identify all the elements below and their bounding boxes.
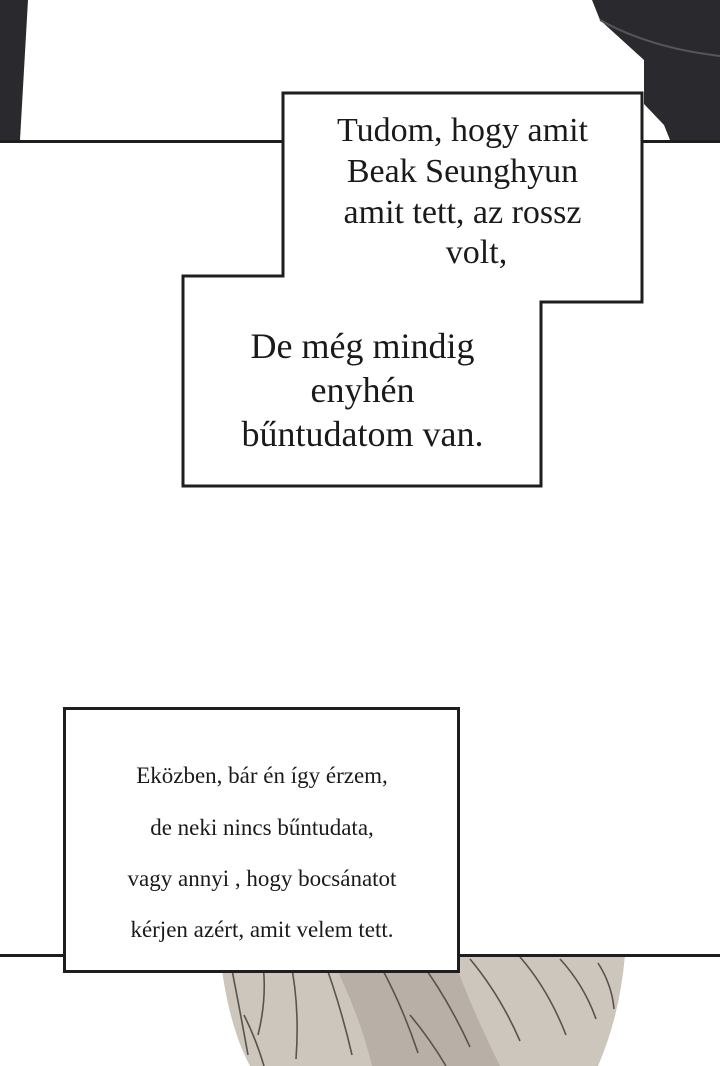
caption-box-1-upper-text bbox=[300, 111, 625, 274]
caption-box-1-line: De még mindig bbox=[250, 326, 475, 366]
caption-box-2-line: kérjen azért, amit velem tett. bbox=[130, 917, 394, 942]
caption-box-2-line: de neki nincs bűntudata, bbox=[150, 815, 374, 840]
caption-box-1-line: enyhén bbox=[310, 369, 415, 410]
caption-box-1-line: volt, bbox=[445, 234, 508, 272]
caption-box-2-line: Eközben, bár én így érzem, bbox=[136, 763, 388, 788]
caption-box-2-line: vagy annyi , hogy bocsánatot bbox=[127, 866, 397, 891]
caption-box-1-line: Tudom, hogy amit bbox=[337, 112, 588, 149]
caption-box-1-lower-text bbox=[200, 325, 525, 457]
caption-box-1-line: bűntudatom van. bbox=[241, 413, 484, 454]
caption-box-1-line: Beak Seunghyun bbox=[346, 152, 579, 190]
caption-box-1-line: amit tett, az rossz bbox=[343, 193, 582, 231]
